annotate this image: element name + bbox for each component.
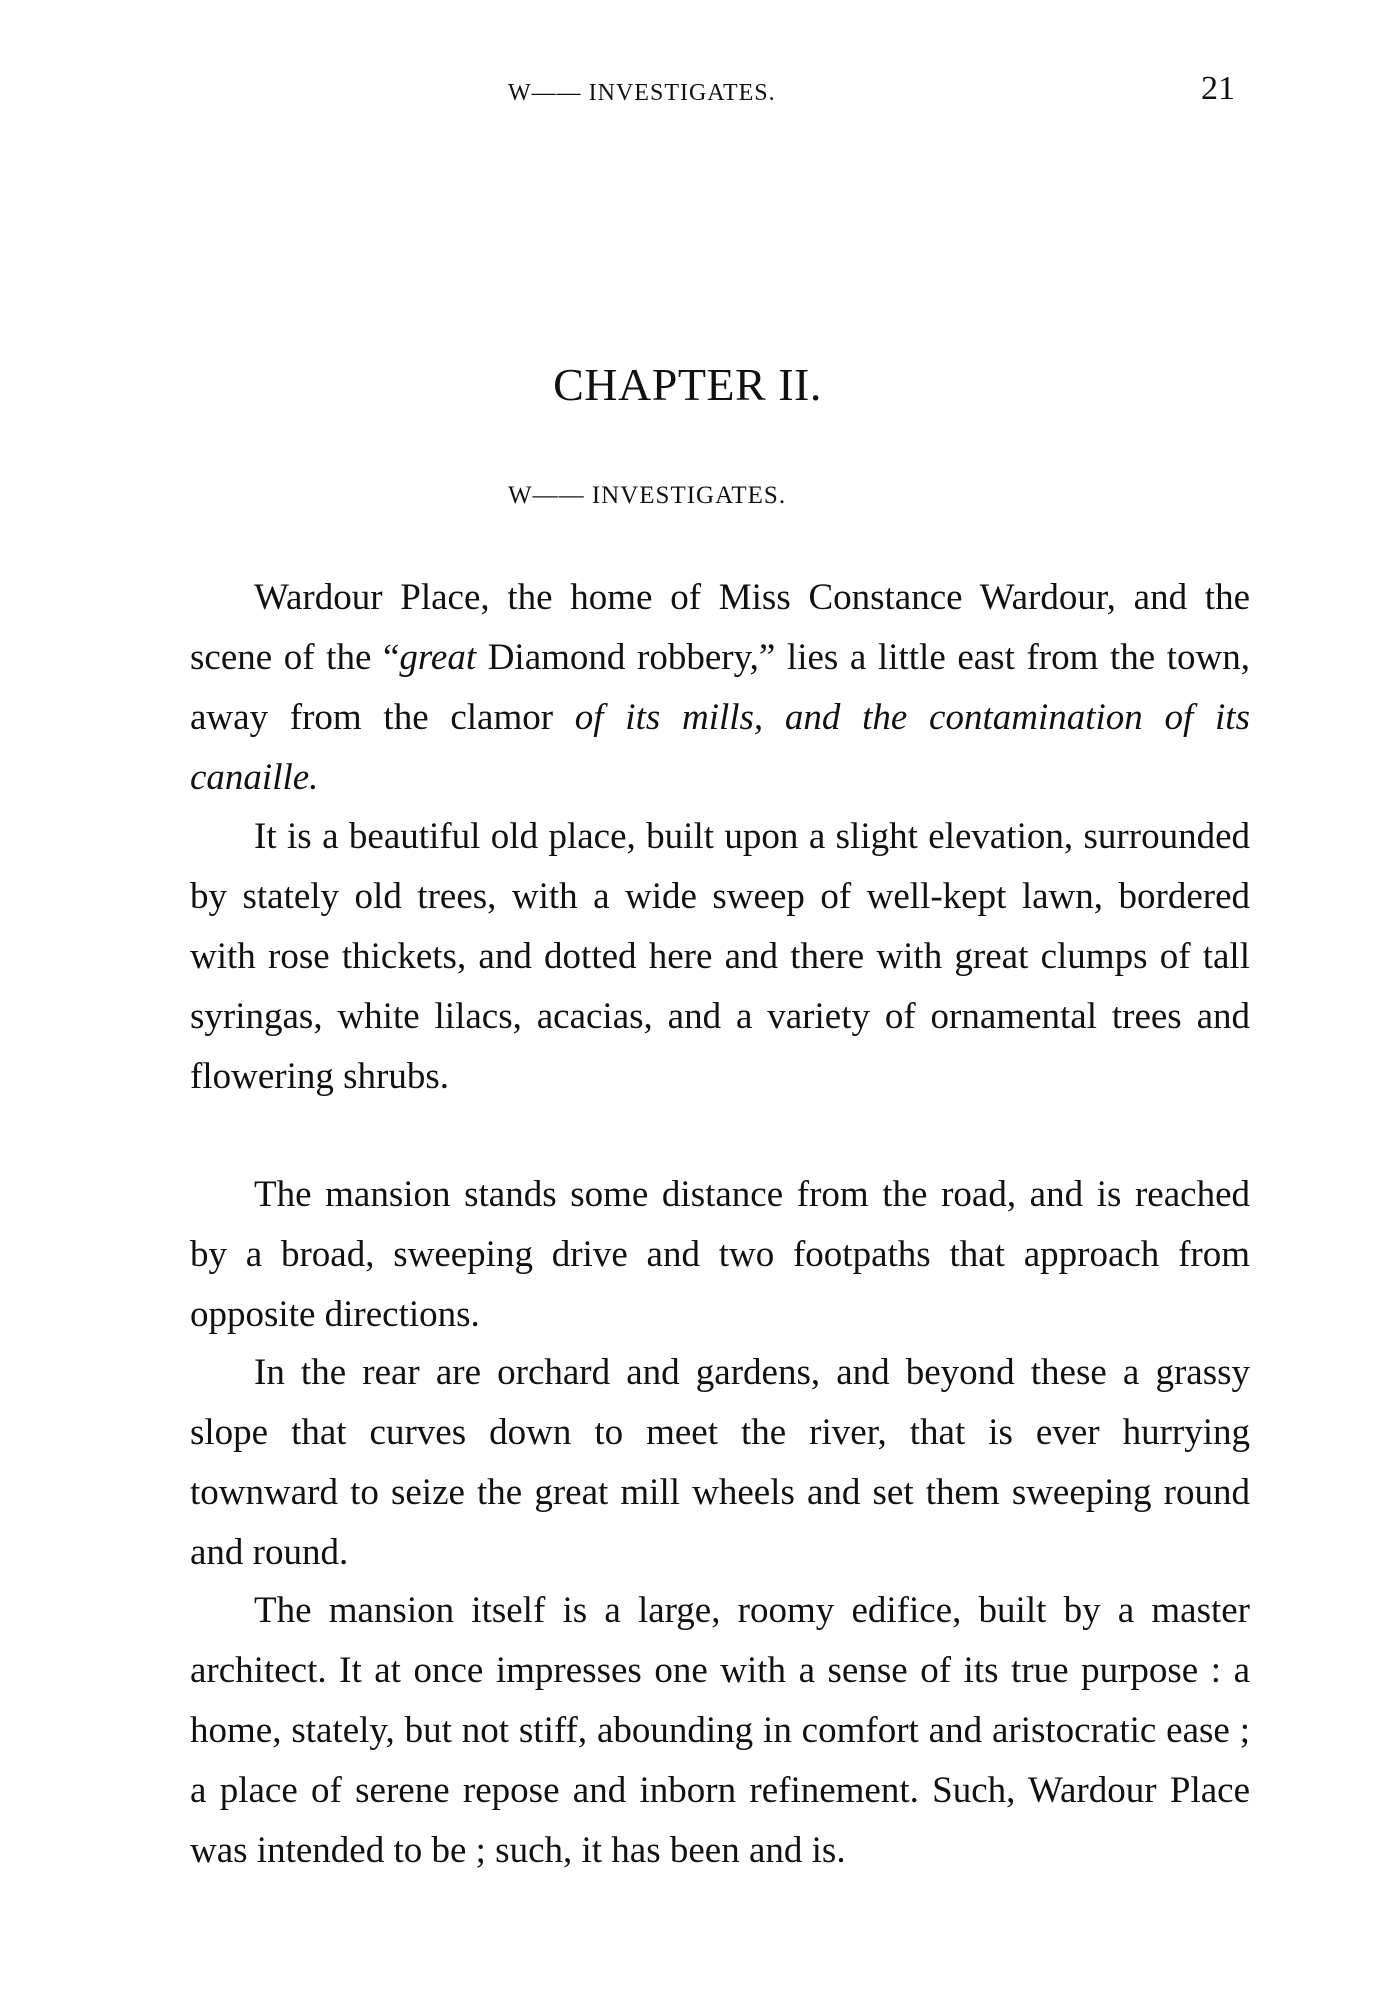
paragraph-text: In the rear are orchard and gardens, and beyond these a grassy slope that curves down to meet the river, that is ever hurrying townward to seize the great mill wheels and set them sweeping round and round. [190,1352,1250,1573]
page-number: 21 [1201,70,1235,107]
running-head: W—— INVESTIGATES. [508,80,776,106]
paragraph-text: The mansion stands some distance from the road, and is reached by a broad, sweeping drive and two footpaths that approach from opposite directions. [190,1174,1250,1335]
paragraph-1 [190,568,1250,808]
paragraph-4 [190,1343,1250,1583]
paragraph-1-italic-ending: of its mills, and the contamination of its canaille. [190,697,1250,798]
paragraph-text: It is a beautiful old place, built upon a slight elevation, surrounded by stately old trees, with a wide sweep of well-kept lawn, bordered with rose thickets, and dotted here and there with great clumps of tall syringas, white lilacs, acacias, and a variety of ornamental trees and flowering shrubs. [190,816,1250,1097]
paragraph-2 [190,807,1250,1107]
paragraph-1-middle: Diamond robbery,” lies a little east from the town, away from the clamor [190,637,1250,738]
paragraph-3 [190,1165,1250,1345]
paragraph-text [190,568,1250,808]
chapter-subtitle: W—— INVESTIGATES. [508,482,787,509]
paragraph-5 [190,1581,1250,1881]
paragraph-1-emphasis: great [399,637,477,678]
paragraph-text: The mansion itself is a large, roomy edifice, built by a master architect. It at once impresses one with a sense of its true purpose : a home, stately, but not stiff, abounding in comfort and aristocratic ease ; a place of serene repose and inborn refinement. Such, Wardour Place was intended to be ; such, it has been and is. [190,1590,1250,1871]
chapter-title: CHAPTER II. [553,359,822,410]
paragraph-1-prefix: Wardour Place, the home of Miss Constance Wardour, and the scene of the “ [190,577,1250,678]
